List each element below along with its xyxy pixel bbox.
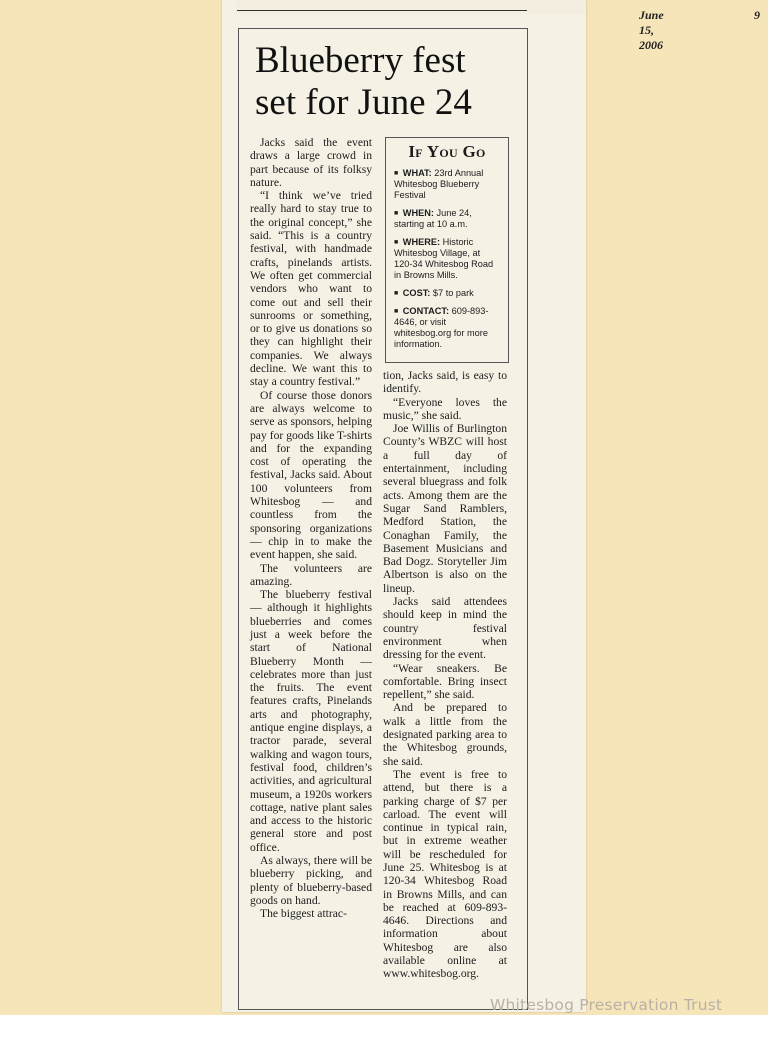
- paragraph: tion, Jacks said, is easy to identify.: [383, 369, 507, 396]
- article-column-1: [250, 136, 372, 921]
- bullet-square-icon: ■: [394, 308, 399, 315]
- bullet-square-icon: ■: [394, 170, 399, 177]
- bullet-square-icon: ■: [394, 210, 399, 217]
- paragraph: And be prepared to walk a little from the designated parking area to the Whitesbog grounds, she said.: [383, 701, 507, 768]
- paragraph: “I think we’ve tried really hard to stay true to the original concept,” she said. “This is a country festival, with handmade crafts, pinelands artists. We often get commercial vendors who want to come out and sell their sunrooms or something, or to give us donations so they can highlight their companies. We always decline. We want this to stay a country festival.”: [250, 189, 372, 389]
- paragraph: Of course those donors are always welcome to serve as sponsors, helping pay for goods like T-shirts and for the expanding cost of operating the festival, Jacks said. About 100 volunteers from Whitesbog — and countless from the sponsoring organizations — chip in to make the event happen, she said.: [250, 388, 372, 562]
- item-label: WHERE:: [402, 237, 441, 247]
- paragraph: The volunteers are amazing.: [250, 561, 372, 588]
- article-column-2: [383, 369, 507, 981]
- issue-date: June 15, 2006: [639, 8, 664, 52]
- item-label: WHEN:: [402, 208, 434, 218]
- item-text: 23rd Annual Whitesbog Blueberry Festival: [394, 168, 484, 200]
- paragraph: The blueberry festival — although it highlights blueberries and comes just a week before the start of National Blueberry Month — celebrates more than just the fruits. The event features crafts, Pinelands arts and photography, antique engine displays, a tractor parade, several walking and wagon tours, festival food, children’s activities, and agricultural museum, a 1920s workers cottage, native plant sales and access to the historic general store and post office.: [250, 588, 372, 854]
- sidebar-item-cost: [394, 288, 500, 299]
- item-label: COST:: [402, 288, 431, 298]
- paragraph: Jacks said the event draws a large crowd in part because of its folksy nature.: [250, 136, 372, 189]
- headline-line-2: set for June 24: [255, 82, 472, 123]
- sidebar-item-when: [394, 208, 500, 230]
- paragraph: “Everyone loves the music,” she said.: [383, 395, 507, 422]
- sidebar-title: If You Go: [408, 142, 486, 161]
- article-headline: [255, 40, 515, 124]
- paragraph: “Wear sneakers. Be comfortable. Bring insect repellent,” she said.: [383, 661, 507, 702]
- bullet-square-icon: ■: [394, 290, 399, 297]
- item-text: $7 to park: [432, 288, 474, 298]
- paragraph: Jacks said attendees should keep in mind the country festival environment when dressing for the event.: [383, 595, 507, 662]
- item-label: CONTACT:: [402, 306, 450, 316]
- paragraph: As always, there will be blueberry picking, and plenty of blueberry-based goods on hand.: [250, 854, 372, 907]
- item-text: Historic Whitesbog Village, at 120-34 Whitesbog Road in Browns Mills.: [394, 237, 494, 280]
- clipping-header-strip: [236, 0, 586, 14]
- headline-line-1: Blueberry fest: [255, 40, 466, 81]
- item-text: June 24, starting at 10 a.m.: [394, 208, 472, 229]
- bullet-square-icon: ■: [394, 239, 399, 246]
- item-text: 609-893-4646, or visit whitesbog.org for more information.: [394, 306, 489, 349]
- paragraph: Joe Willis of Burlington County’s WBZC will host a full day of entertainment, including several bluegrass and folk acts. Among them are the Sugar Sand Ramblers, Medford Station, the Conaghan Family, the Basement Musicians and Bad Dogz. Storyteller Jim Albertson is also on the lineup.: [383, 422, 507, 595]
- item-label: WHAT:: [402, 168, 432, 178]
- sidebar-item-contact: [394, 306, 500, 350]
- page-number: 9: [754, 8, 760, 22]
- header-rule: [237, 8, 760, 52]
- watermark: Whitesbog Preservation Trust: [490, 996, 723, 1014]
- paragraph: The event is free to attend, but there is a parking charge of $7 per carload. The event will continue in typical rain, but in extreme weather will be rescheduled for June 25. Whitesbog is at 120-34 Whitesbog Road in Browns Mills, and can be reached at 609-893-4646. Directions and information about Whitesbog are also available online at www.whitesbog.org.: [383, 767, 507, 981]
- if-you-go-sidebar: [385, 137, 509, 363]
- sidebar-item-what: [394, 168, 500, 201]
- paragraph: The biggest attrac-: [260, 907, 347, 921]
- sidebar-item-where: [394, 237, 500, 281]
